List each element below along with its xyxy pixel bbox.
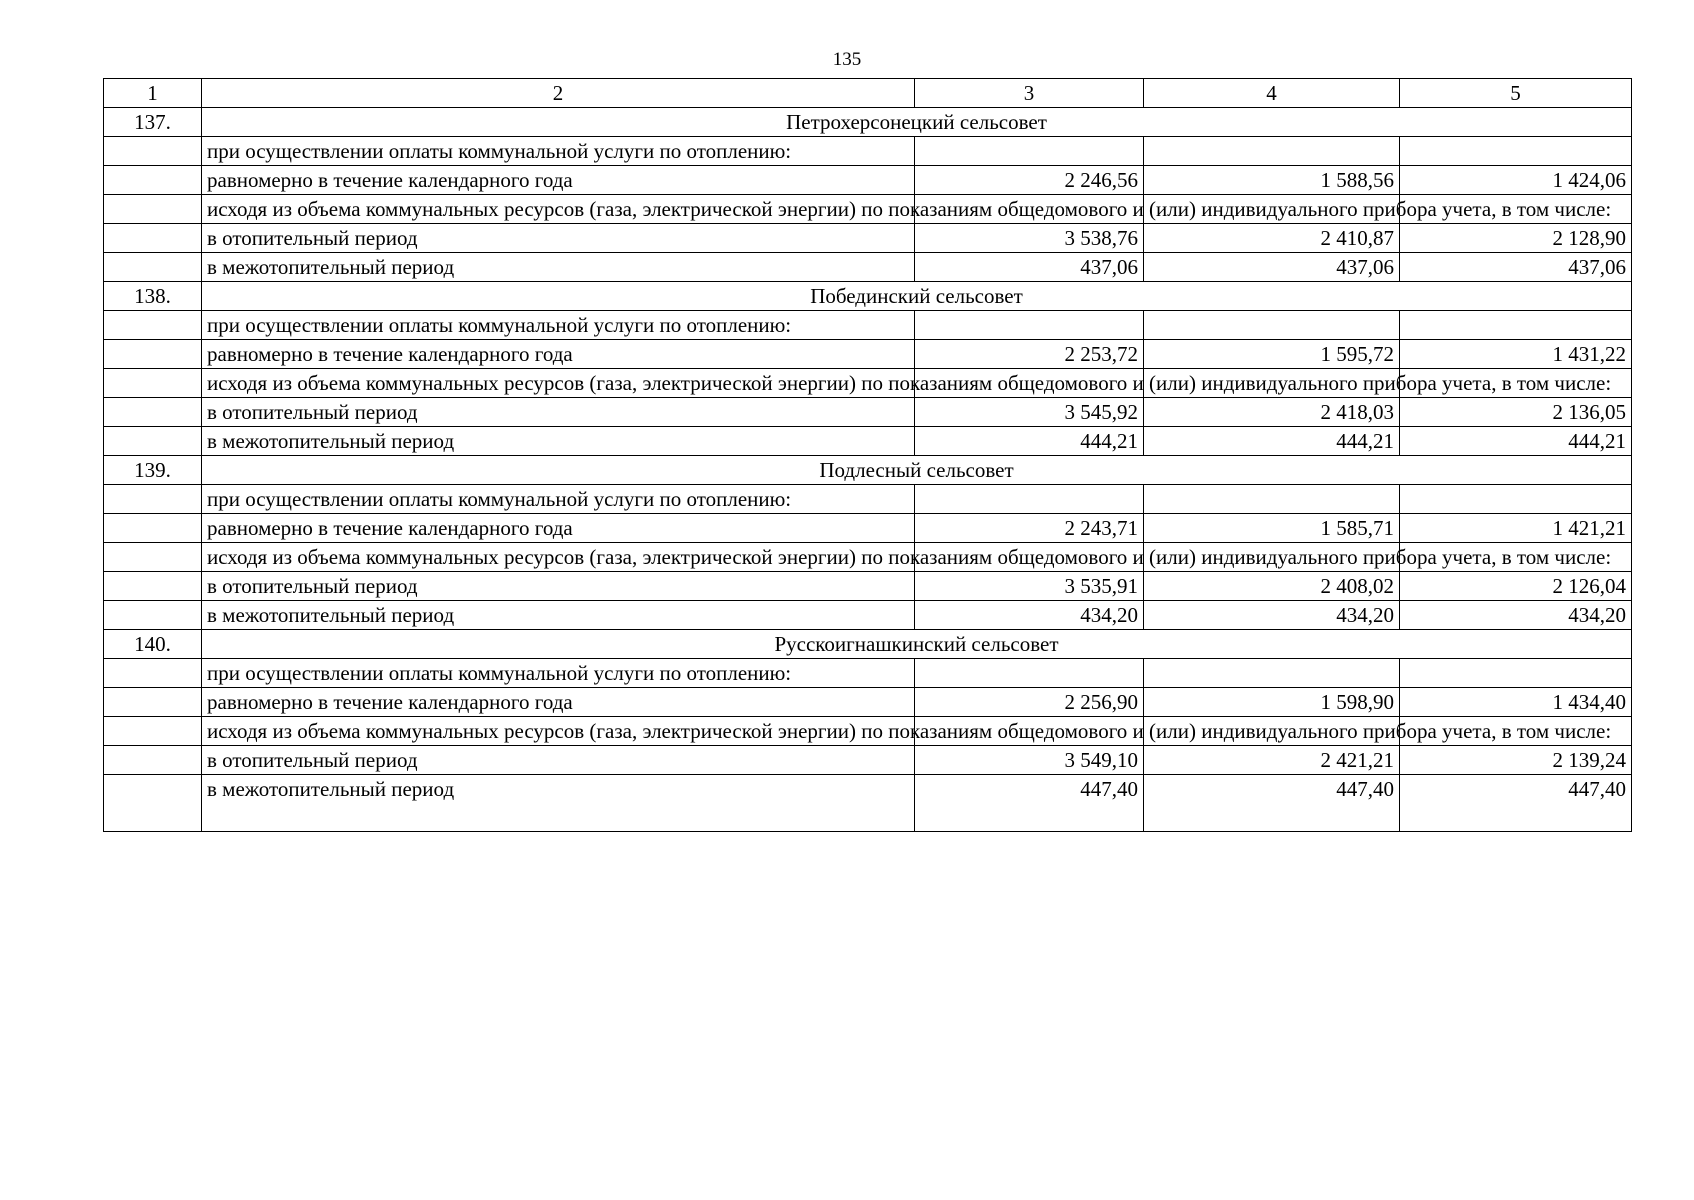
- row-label: при осуществлении оплаты коммунальной услуги по отоплению:: [202, 659, 915, 688]
- value-col-5: 444,21: [1400, 427, 1632, 456]
- table-row: [104, 601, 1632, 630]
- value-col-5: [1400, 485, 1632, 514]
- table-row: [104, 775, 1632, 832]
- value-col-4: 444,21: [1144, 427, 1400, 456]
- value-col-4: [1144, 137, 1400, 166]
- row-number-cell: [104, 543, 202, 572]
- row-number-cell: [104, 485, 202, 514]
- value-col-5: 2 139,24: [1400, 746, 1632, 775]
- row-number-cell: [104, 659, 202, 688]
- row-label: в межотопительный период: [202, 775, 915, 832]
- header-col-3: 3: [915, 79, 1144, 108]
- header-row: [104, 79, 1632, 108]
- value-col-5: 434,20: [1400, 601, 1632, 630]
- value-col-3: 444,21: [915, 427, 1144, 456]
- row-number-cell: [104, 137, 202, 166]
- row-number-cell: [104, 369, 202, 398]
- row-label: исходя из объема коммунальных ресурсов (газа, электрической энергии) по показаниям общедомового и (или) индивидуального прибора учета, в том числе:: [202, 717, 915, 746]
- section-title: Побединский сельсовет: [202, 282, 1632, 311]
- row-label: в межотопительный период: [202, 253, 915, 282]
- value-col-3: [915, 485, 1144, 514]
- table-row: [104, 224, 1632, 253]
- value-col-3: 3 545,92: [915, 398, 1144, 427]
- value-col-3: 3 549,10: [915, 746, 1144, 775]
- value-col-3: 2 243,71: [915, 514, 1144, 543]
- section-title: Подлесный сельсовет: [202, 456, 1632, 485]
- value-col-5: 1 424,06: [1400, 166, 1632, 195]
- section-header-row: [104, 630, 1632, 659]
- value-col-4: 2 418,03: [1144, 398, 1400, 427]
- table-row: [104, 746, 1632, 775]
- row-number-cell: [104, 572, 202, 601]
- value-col-5: 2 136,05: [1400, 398, 1632, 427]
- value-col-5: [1400, 659, 1632, 688]
- table-row: [104, 137, 1632, 166]
- table-row: [104, 253, 1632, 282]
- value-col-3: 2 256,90: [915, 688, 1144, 717]
- row-number-cell: [104, 340, 202, 369]
- table-row: [104, 369, 1632, 398]
- row-number-cell: [104, 688, 202, 717]
- value-col-5: 1 421,21: [1400, 514, 1632, 543]
- value-col-5: 2 128,90: [1400, 224, 1632, 253]
- row-number-cell: [104, 311, 202, 340]
- row-number-cell: [104, 746, 202, 775]
- table-row: [104, 311, 1632, 340]
- table-row: [104, 659, 1632, 688]
- section-header-row: [104, 282, 1632, 311]
- value-col-4: 2 421,21: [1144, 746, 1400, 775]
- page-number: 135: [832, 49, 862, 70]
- row-label: равномерно в течение календарного года: [202, 688, 915, 717]
- row-number-cell: [104, 253, 202, 282]
- section-number: 138.: [104, 282, 202, 311]
- row-label: исходя из объема коммунальных ресурсов (газа, электрической энергии) по показаниям общедомового и (или) индивидуального прибора учета, в том числе:: [202, 543, 915, 572]
- tariff-table: [103, 78, 1632, 832]
- table-row: [104, 398, 1632, 427]
- section-title: Русскоигнашкинский сельсовет: [202, 630, 1632, 659]
- value-col-3: 2 253,72: [915, 340, 1144, 369]
- value-col-3: [915, 311, 1144, 340]
- row-number-cell: [104, 514, 202, 543]
- header-col-5: 5: [1400, 79, 1632, 108]
- section-number: 140.: [104, 630, 202, 659]
- row-number-cell: [104, 775, 202, 832]
- value-col-4: 1 588,56: [1144, 166, 1400, 195]
- section-number: 139.: [104, 456, 202, 485]
- value-col-4: [1144, 485, 1400, 514]
- value-col-5: [1400, 311, 1632, 340]
- row-label: в отопительный период: [202, 398, 915, 427]
- value-col-3: 3 535,91: [915, 572, 1144, 601]
- value-col-5: 1 434,40: [1400, 688, 1632, 717]
- row-label: в отопительный период: [202, 746, 915, 775]
- row-label: в отопительный период: [202, 224, 915, 253]
- table-row: [104, 195, 1632, 224]
- value-col-3: 447,40: [915, 775, 1144, 832]
- table-row: [104, 514, 1632, 543]
- header-col-1: 1: [104, 79, 202, 108]
- row-label: равномерно в течение календарного года: [202, 340, 915, 369]
- row-number-cell: [104, 398, 202, 427]
- row-number-cell: [104, 224, 202, 253]
- value-col-5: 2 126,04: [1400, 572, 1632, 601]
- value-col-3: [915, 659, 1144, 688]
- value-col-4: [1144, 659, 1400, 688]
- value-col-4: 2 410,87: [1144, 224, 1400, 253]
- tariff-table-body: [104, 79, 1632, 832]
- row-label: при осуществлении оплаты коммунальной услуги по отоплению:: [202, 311, 915, 340]
- header-col-4: 4: [1144, 79, 1400, 108]
- value-col-3: 434,20: [915, 601, 1144, 630]
- value-col-4: [1144, 311, 1400, 340]
- section-header-row: [104, 108, 1632, 137]
- table-row: [104, 166, 1632, 195]
- row-number-cell: [104, 601, 202, 630]
- row-number-cell: [104, 427, 202, 456]
- row-label: исходя из объема коммунальных ресурсов (газа, электрической энергии) по показаниям общедомового и (или) индивидуального прибора учета, в том числе:: [202, 369, 915, 398]
- header-col-2: 2: [202, 79, 915, 108]
- value-col-5: 447,40: [1400, 775, 1632, 832]
- value-col-3: 3 538,76: [915, 224, 1144, 253]
- value-col-4: 1 598,90: [1144, 688, 1400, 717]
- row-number-cell: [104, 717, 202, 746]
- row-label: в межотопительный период: [202, 427, 915, 456]
- row-label: исходя из объема коммунальных ресурсов (газа, электрической энергии) по показаниям общедомового и (или) индивидуального прибора учета, в том числе:: [202, 195, 915, 224]
- table-row: [104, 572, 1632, 601]
- table-row: [104, 717, 1632, 746]
- value-col-4: 1 595,72: [1144, 340, 1400, 369]
- row-label: при осуществлении оплаты коммунальной услуги по отоплению:: [202, 485, 915, 514]
- value-col-5: [1400, 137, 1632, 166]
- value-col-5: 437,06: [1400, 253, 1632, 282]
- value-col-4: 1 585,71: [1144, 514, 1400, 543]
- table-row: [104, 340, 1632, 369]
- section-header-row: [104, 456, 1632, 485]
- table-row: [104, 427, 1632, 456]
- row-label: равномерно в течение календарного года: [202, 514, 915, 543]
- row-number-cell: [104, 166, 202, 195]
- table-row: [104, 688, 1632, 717]
- value-col-3: [915, 137, 1144, 166]
- row-label: в отопительный период: [202, 572, 915, 601]
- value-col-3: 2 246,56: [915, 166, 1144, 195]
- section-title: Петрохерсонецкий сельсовет: [202, 108, 1632, 137]
- value-col-4: 434,20: [1144, 601, 1400, 630]
- value-col-4: 437,06: [1144, 253, 1400, 282]
- table-row: [104, 543, 1632, 572]
- row-label: в межотопительный период: [202, 601, 915, 630]
- value-col-4: 447,40: [1144, 775, 1400, 832]
- value-col-4: 2 408,02: [1144, 572, 1400, 601]
- table-row: [104, 485, 1632, 514]
- row-label: при осуществлении оплаты коммунальной услуги по отоплению:: [202, 137, 915, 166]
- row-number-cell: [104, 195, 202, 224]
- row-label: равномерно в течение календарного года: [202, 166, 915, 195]
- section-number: 137.: [104, 108, 202, 137]
- value-col-3: 437,06: [915, 253, 1144, 282]
- value-col-5: 1 431,22: [1400, 340, 1632, 369]
